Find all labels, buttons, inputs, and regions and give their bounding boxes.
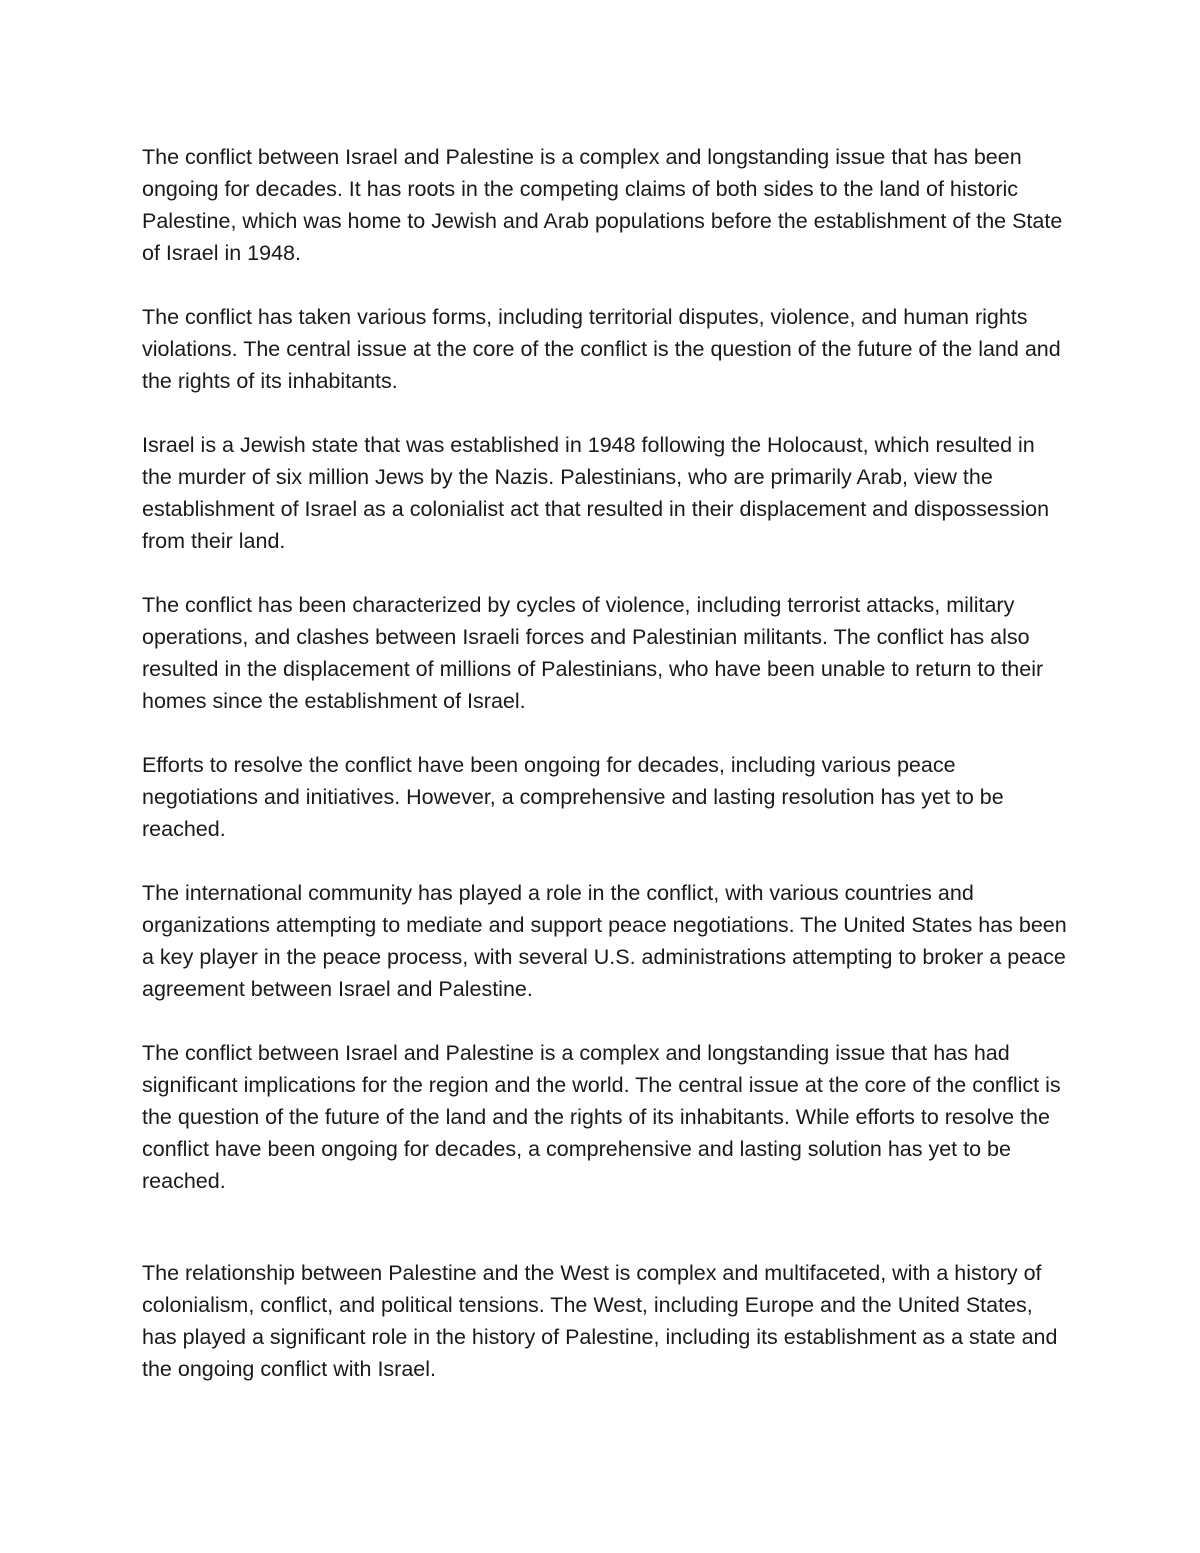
paragraph-3: Israel is a Jewish state that was established in 1948 following the Holocaust, which resulted in the murder of six million Jews by the Nazis. Palestinians, who are primarily Arab, view the establishment of Israel as a colonialist act that resulted in their displacement and dispossession from their land. (142, 433, 1050, 553)
document-body (142, 141, 1070, 1417)
paragraph-8: The relationship between Palestine and the West is complex and multifaceted, with a history of colonialism, conflict, and political tensions. The West, including Europe and the United States, has played a significant role in the history of Palestine, including its establishment as a state and the ongoing conflict with Israel. (142, 1261, 1058, 1381)
paragraph-1: The conflict between Israel and Palestine is a complex and longstanding issue that has been ongoing for decades. It has roots in the competing claims of both sides to the land of historic Palestine, which was home to Jewish and Arab populations before the establishment of the State of Israel in 1948. (142, 145, 1063, 265)
paragraph-7: The conflict between Israel and Palestine is a complex and longstanding issue that has had significant implications for the region and the world. The central issue at the core of the conflict is the question of the future of the land and the rights of its inhabitants. While efforts to resolve the conflict have been ongoing for decades, a comprehensive and lasting solution has yet to be reached. (142, 1041, 1061, 1193)
paragraph-2: The conflict has taken various forms, including territorial disputes, violence, and human rights violations. The central issue at the core of the conflict is the question of the future of the land and the rights of its inhabitants. (142, 305, 1061, 393)
paragraph-5: Efforts to resolve the conflict have been ongoing for decades, including various peace negotiations and initiatives. However, a comprehensive and lasting resolution has yet to be reached. (142, 753, 1004, 841)
paragraph-6: The international community has played a role in the conflict, with various countries and organizations attempting to mediate and support peace negotiations. The United States has been a key player in the peace process, with several U.S. administrations attempting to broker a peace agreement between Israel and Palestine. (142, 881, 1067, 1001)
paragraph-4: The conflict has been characterized by cycles of violence, including terrorist attacks, military operations, and clashes between Israeli forces and Palestinian militants. The conflict has also resulted in the displacement of millions of Palestinians, who have been unable to return to their homes since the establishment of Israel. (142, 593, 1044, 713)
